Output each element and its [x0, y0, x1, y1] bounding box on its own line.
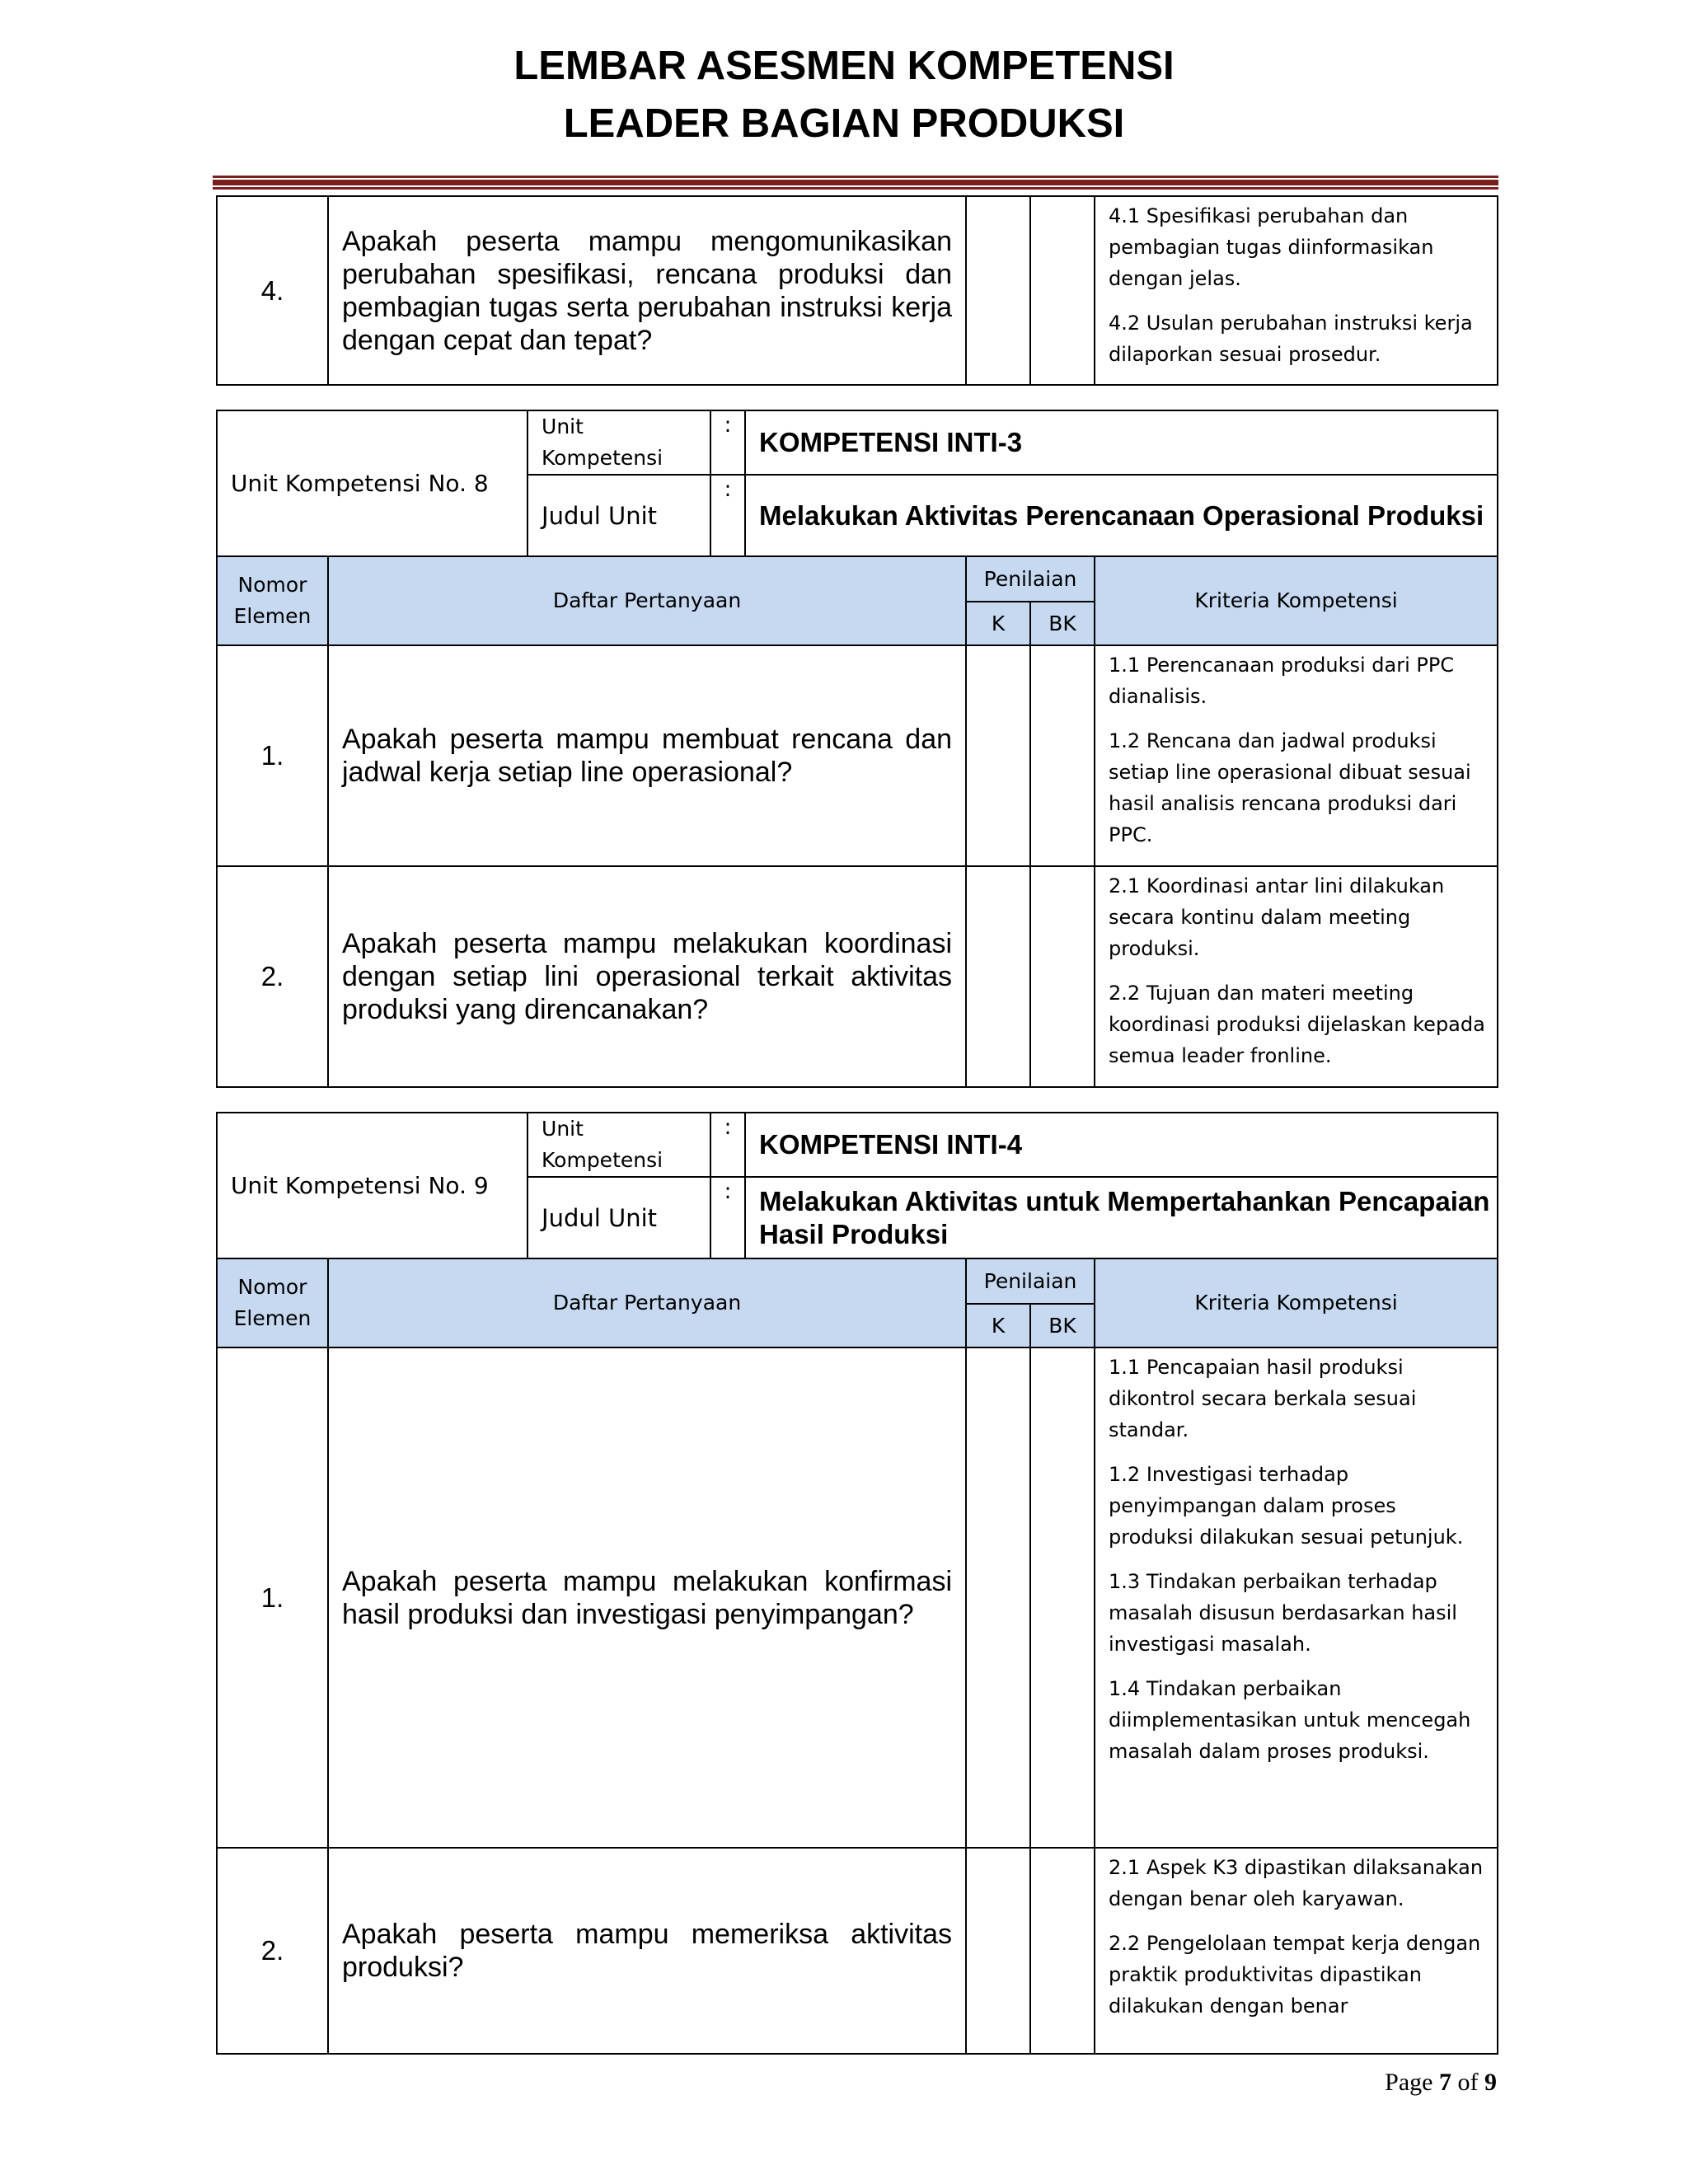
- column-header-bk: BK: [1030, 602, 1095, 645]
- column-header-daftar-pertanyaan: Daftar Pertanyaan: [328, 1258, 966, 1347]
- element-number: 1.: [217, 645, 328, 866]
- column-header-daftar-pertanyaan: Daftar Pertanyaan: [328, 556, 966, 645]
- unit-number-label: Unit Kompetensi No. 8: [217, 410, 528, 556]
- criteria-cell: [1095, 196, 1498, 385]
- colon: :: [710, 410, 745, 475]
- score-bk-cell[interactable]: [1030, 196, 1095, 385]
- criteria-item: 1.3 Tindakan perbaikan terhadap masalah disusun berdasarkan hasil investigasi masalah.: [1109, 1570, 1457, 1656]
- page-current: 7: [1439, 2069, 1451, 2096]
- unit-kompetensi-value: KOMPETENSI INTI-3: [745, 410, 1498, 475]
- column-header-penilaian: Penilaian: [966, 556, 1095, 602]
- table-row: [217, 866, 1498, 1087]
- criteria-cell: [1095, 645, 1498, 866]
- table-row: [217, 196, 1498, 385]
- question-text: Apakah peserta mampu membuat rencana dan jadwal kerja setiap line operasional?: [328, 645, 966, 866]
- column-header-k: K: [966, 602, 1030, 645]
- criteria-item: 4.1 Spesifikasi perubahan dan pembagian tugas diinformasikan dengan jelas.: [1109, 204, 1434, 290]
- header-rule-thick: [213, 180, 1498, 185]
- table-row: [217, 1848, 1498, 2054]
- criteria-item: 2.2 Tujuan dan materi meeting koordinasi produksi dijelaskan kepada semua leader fronline.: [1109, 982, 1485, 1067]
- score-k-cell[interactable]: [966, 1347, 1030, 1848]
- element-number: 1.: [217, 1347, 328, 1848]
- judul-unit-value: Melakukan Aktivitas Perencanaan Operasional Produksi: [745, 475, 1498, 556]
- criteria-cell: [1095, 1347, 1498, 1848]
- score-k-cell[interactable]: [966, 866, 1030, 1087]
- header-rule-bottom: [213, 187, 1498, 190]
- column-header-bk: BK: [1030, 1304, 1095, 1347]
- element-number: 2.: [217, 866, 328, 1087]
- column-header-penilaian: Penilaian: [966, 1258, 1095, 1304]
- criteria-cell: [1095, 866, 1498, 1087]
- question-text: Apakah peserta mampu melakukan koordinasi dengan setiap lini operasional terkait aktivitas produksi yang direncanakan?: [328, 866, 966, 1087]
- judul-unit-value: Melakukan Aktivitas untuk Mempertahankan Pencapaian Hasil Produksi: [745, 1177, 1498, 1258]
- table-row: [217, 645, 1498, 866]
- unit-9-table: [216, 1112, 1498, 2055]
- score-k-cell[interactable]: [966, 1848, 1030, 2054]
- column-header-k: K: [966, 1304, 1030, 1347]
- criteria-item: 2.2 Pengelolaan tempat kerja dengan praktik produktivitas dipastikan dilakukan dengan benar: [1109, 1932, 1481, 2018]
- criteria-item: 1.4 Tindakan perbaikan diimplementasikan untuk mencegah masalah dalam proses produksi.: [1109, 1677, 1471, 1763]
- colon: :: [710, 475, 745, 556]
- element-number: 2.: [217, 1848, 328, 2054]
- colon: :: [710, 1177, 745, 1258]
- criteria-item: 2.1 Aspek K3 dipastikan dilaksanakan dengan benar oleh karyawan.: [1109, 1856, 1484, 1910]
- of-word: of: [1457, 2069, 1479, 2096]
- unit-kompetensi-label: Unit Kompetensi: [528, 410, 710, 475]
- table-row: [217, 1347, 1498, 1848]
- page-word: Page: [1385, 2069, 1433, 2096]
- unit-8-table: [216, 410, 1498, 1088]
- question-text: Apakah peserta mampu memeriksa aktivitas produksi?: [328, 1848, 966, 2054]
- score-bk-cell[interactable]: [1030, 645, 1095, 866]
- question-text: Apakah peserta mampu mengomunikasikan perubahan spesifikasi, rencana produksi dan pembagian tugas serta perubahan instruksi kerja dengan cepat dan tepat?: [328, 196, 966, 385]
- judul-unit-label: Judul Unit: [528, 475, 710, 556]
- score-bk-cell[interactable]: [1030, 866, 1095, 1087]
- criteria-item: 1.2 Investigasi terhadap penyimpangan dalam proses produksi dilakukan sesuai petunjuk.: [1109, 1463, 1464, 1549]
- score-bk-cell[interactable]: [1030, 1848, 1095, 2054]
- score-bk-cell[interactable]: [1030, 1347, 1095, 1848]
- criteria-cell: [1095, 1848, 1498, 2054]
- unit-number-label: Unit Kompetensi No. 9: [217, 1113, 528, 1258]
- colon: :: [710, 1113, 745, 1177]
- page-total: 9: [1484, 2069, 1497, 2096]
- element-number: 4.: [217, 196, 328, 385]
- column-header-kriteria-kompetensi: Kriteria Kompetensi: [1095, 556, 1498, 645]
- document-title-line-1: LEMBAR ASESMEN KOMPETENSI: [513, 44, 1175, 88]
- column-header-nomor-elemen: Nomor Elemen: [217, 556, 328, 645]
- page-number: [1385, 2069, 1497, 2097]
- unit-kompetensi-label: Unit Kompetensi: [528, 1113, 710, 1177]
- score-k-cell[interactable]: [966, 645, 1030, 866]
- criteria-item: 1.2 Rencana dan jadwal produksi setiap line operasional dibuat sesuai hasil analisis rencana produksi dari PPC.: [1109, 729, 1471, 846]
- score-k-cell[interactable]: [966, 196, 1030, 385]
- question-text: Apakah peserta mampu melakukan konfirmasi hasil produksi dan investigasi penyimpangan?: [328, 1347, 966, 1848]
- criteria-item: 1.1 Pencapaian hasil produksi dikontrol secara berkala sesuai standar.: [1109, 1356, 1417, 1441]
- header-rule-top: [213, 176, 1498, 178]
- judul-unit-label: Judul Unit: [528, 1177, 710, 1258]
- unit-kompetensi-value: KOMPETENSI INTI-4: [745, 1113, 1498, 1177]
- criteria-item: 2.1 Koordinasi antar lini dilakukan secara kontinu dalam meeting produksi.: [1109, 874, 1445, 960]
- carryover-table: [216, 195, 1498, 386]
- column-header-kriteria-kompetensi: Kriteria Kompetensi: [1095, 1258, 1498, 1347]
- criteria-item: 1.1 Perencanaan produksi dari PPC dianalisis.: [1109, 654, 1455, 708]
- document-title-line-2: LEADER BAGIAN PRODUKSI: [563, 101, 1125, 146]
- column-header-nomor-elemen: Nomor Elemen: [217, 1258, 328, 1347]
- criteria-item: 4.2 Usulan perubahan instruksi kerja dilaporkan sesuai prosedur.: [1109, 312, 1473, 366]
